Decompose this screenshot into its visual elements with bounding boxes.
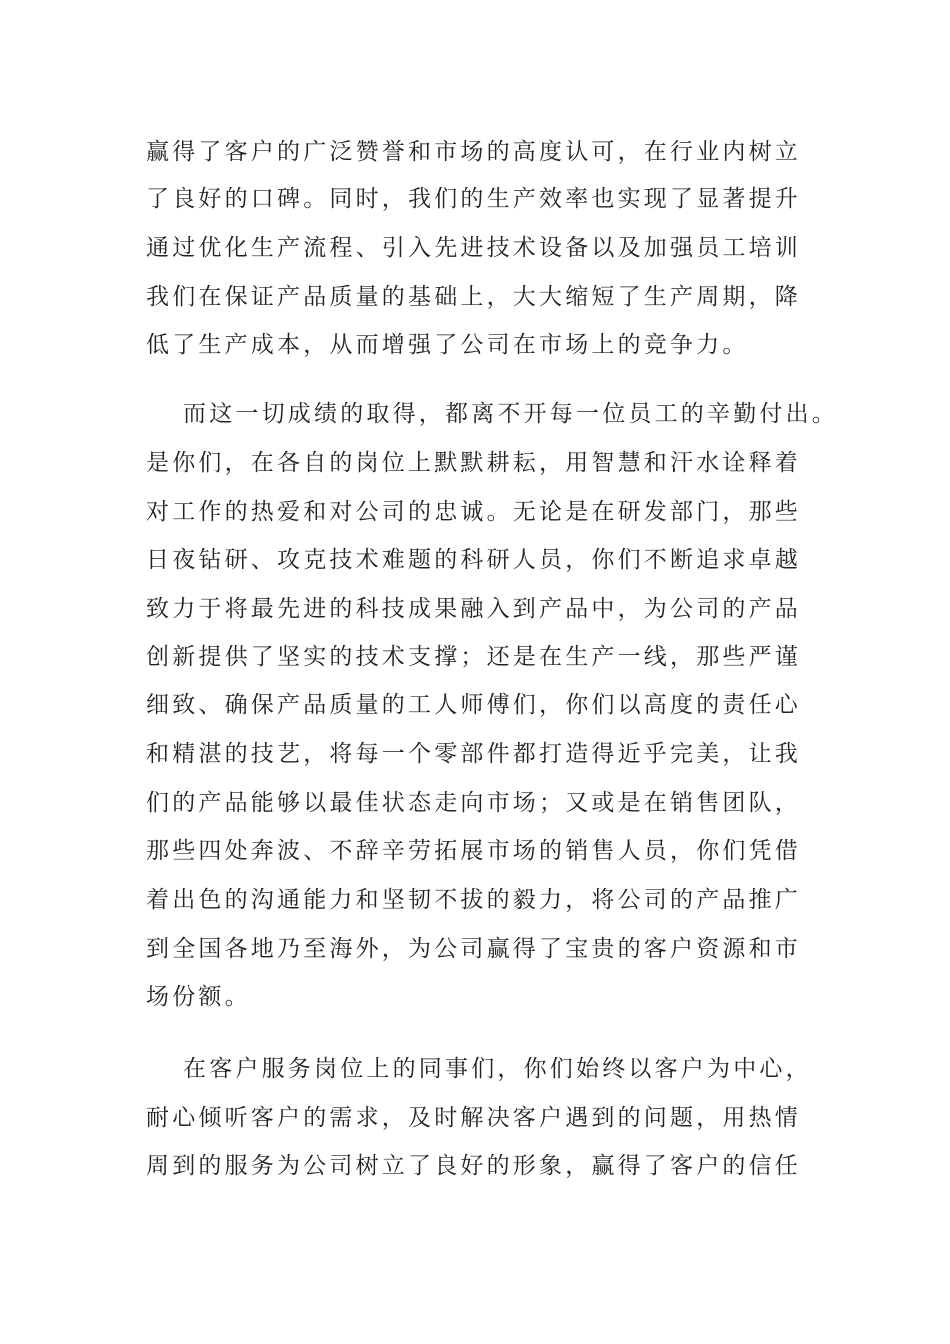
paragraph-1-line-3: 通过优化生产流程、引入先进技术设备以及加强员工培训	[146, 235, 801, 261]
paragraph-1-line-4: 我们在保证产品质量的基础上，大大缩短了生产周期，降	[146, 284, 801, 310]
paragraph-2-line-13: 场份额。	[146, 984, 251, 1010]
paragraph-2-line-5: 致力于将最先进的科技成果融入到产品中，为公司的产品	[146, 596, 801, 622]
paragraph-3-line-2: 耐心倾听客户的需求，及时解决客户遇到的问题，用热情	[146, 1105, 801, 1131]
paragraph-2-line-2: 是你们，在各自的岗位上默默耕耘，用智慧和汗水诠释着	[146, 450, 801, 476]
paragraph-3-line-3: 周到的服务为公司树立了良好的形象，赢得了客户的信任	[146, 1153, 801, 1179]
paragraph-1-line-5: 低了生产成本，从而增强了公司在市场上的竞争力。	[146, 332, 749, 358]
paragraph-2-line-10: 那些四处奔波、不辞辛劳拓展市场的销售人员，你们凭借	[146, 838, 801, 864]
paragraph-2-line-3: 对工作的热爱和对公司的忠诚。无论是在研发部门，那些	[146, 499, 801, 525]
paragraph-1-line-1: 赢得了客户的广泛赞誉和市场的高度认可，在行业内树立	[146, 139, 801, 165]
paragraph-2-line-7: 细致、确保产品质量的工人师傅们，你们以高度的责任心	[146, 692, 801, 718]
paragraph-2-line-4: 日夜钻研、攻克技术难题的科研人员，你们不断追求卓越	[146, 547, 801, 573]
paragraph-3-line-1: 在客户服务岗位上的同事们，你们始终以客户为中心，	[183, 1056, 812, 1082]
paragraph-1-line-2: 了良好的口碑。同时，我们的生产效率也实现了显著提升	[146, 186, 801, 212]
paragraph-2-line-1: 而这一切成绩的取得，都离不开每一位员工的辛勤付出。	[183, 401, 838, 427]
paragraph-2-line-11: 着出色的沟通能力和坚韧不拔的毅力，将公司的产品推广	[146, 887, 801, 913]
paragraph-2-line-8: 和精湛的技艺，将每一个零部件都打造得近乎完美，让我	[146, 741, 801, 767]
paragraph-2-line-9: 们的产品能够以最佳状态走向市场；又或是在销售团队，	[146, 790, 801, 816]
paragraph-2-line-12: 到全国各地乃至海外，为公司赢得了宝贵的客户资源和市	[146, 936, 801, 962]
paragraph-2-line-6: 创新提供了坚实的技术支撑；还是在生产一线，那些严谨	[146, 644, 801, 670]
